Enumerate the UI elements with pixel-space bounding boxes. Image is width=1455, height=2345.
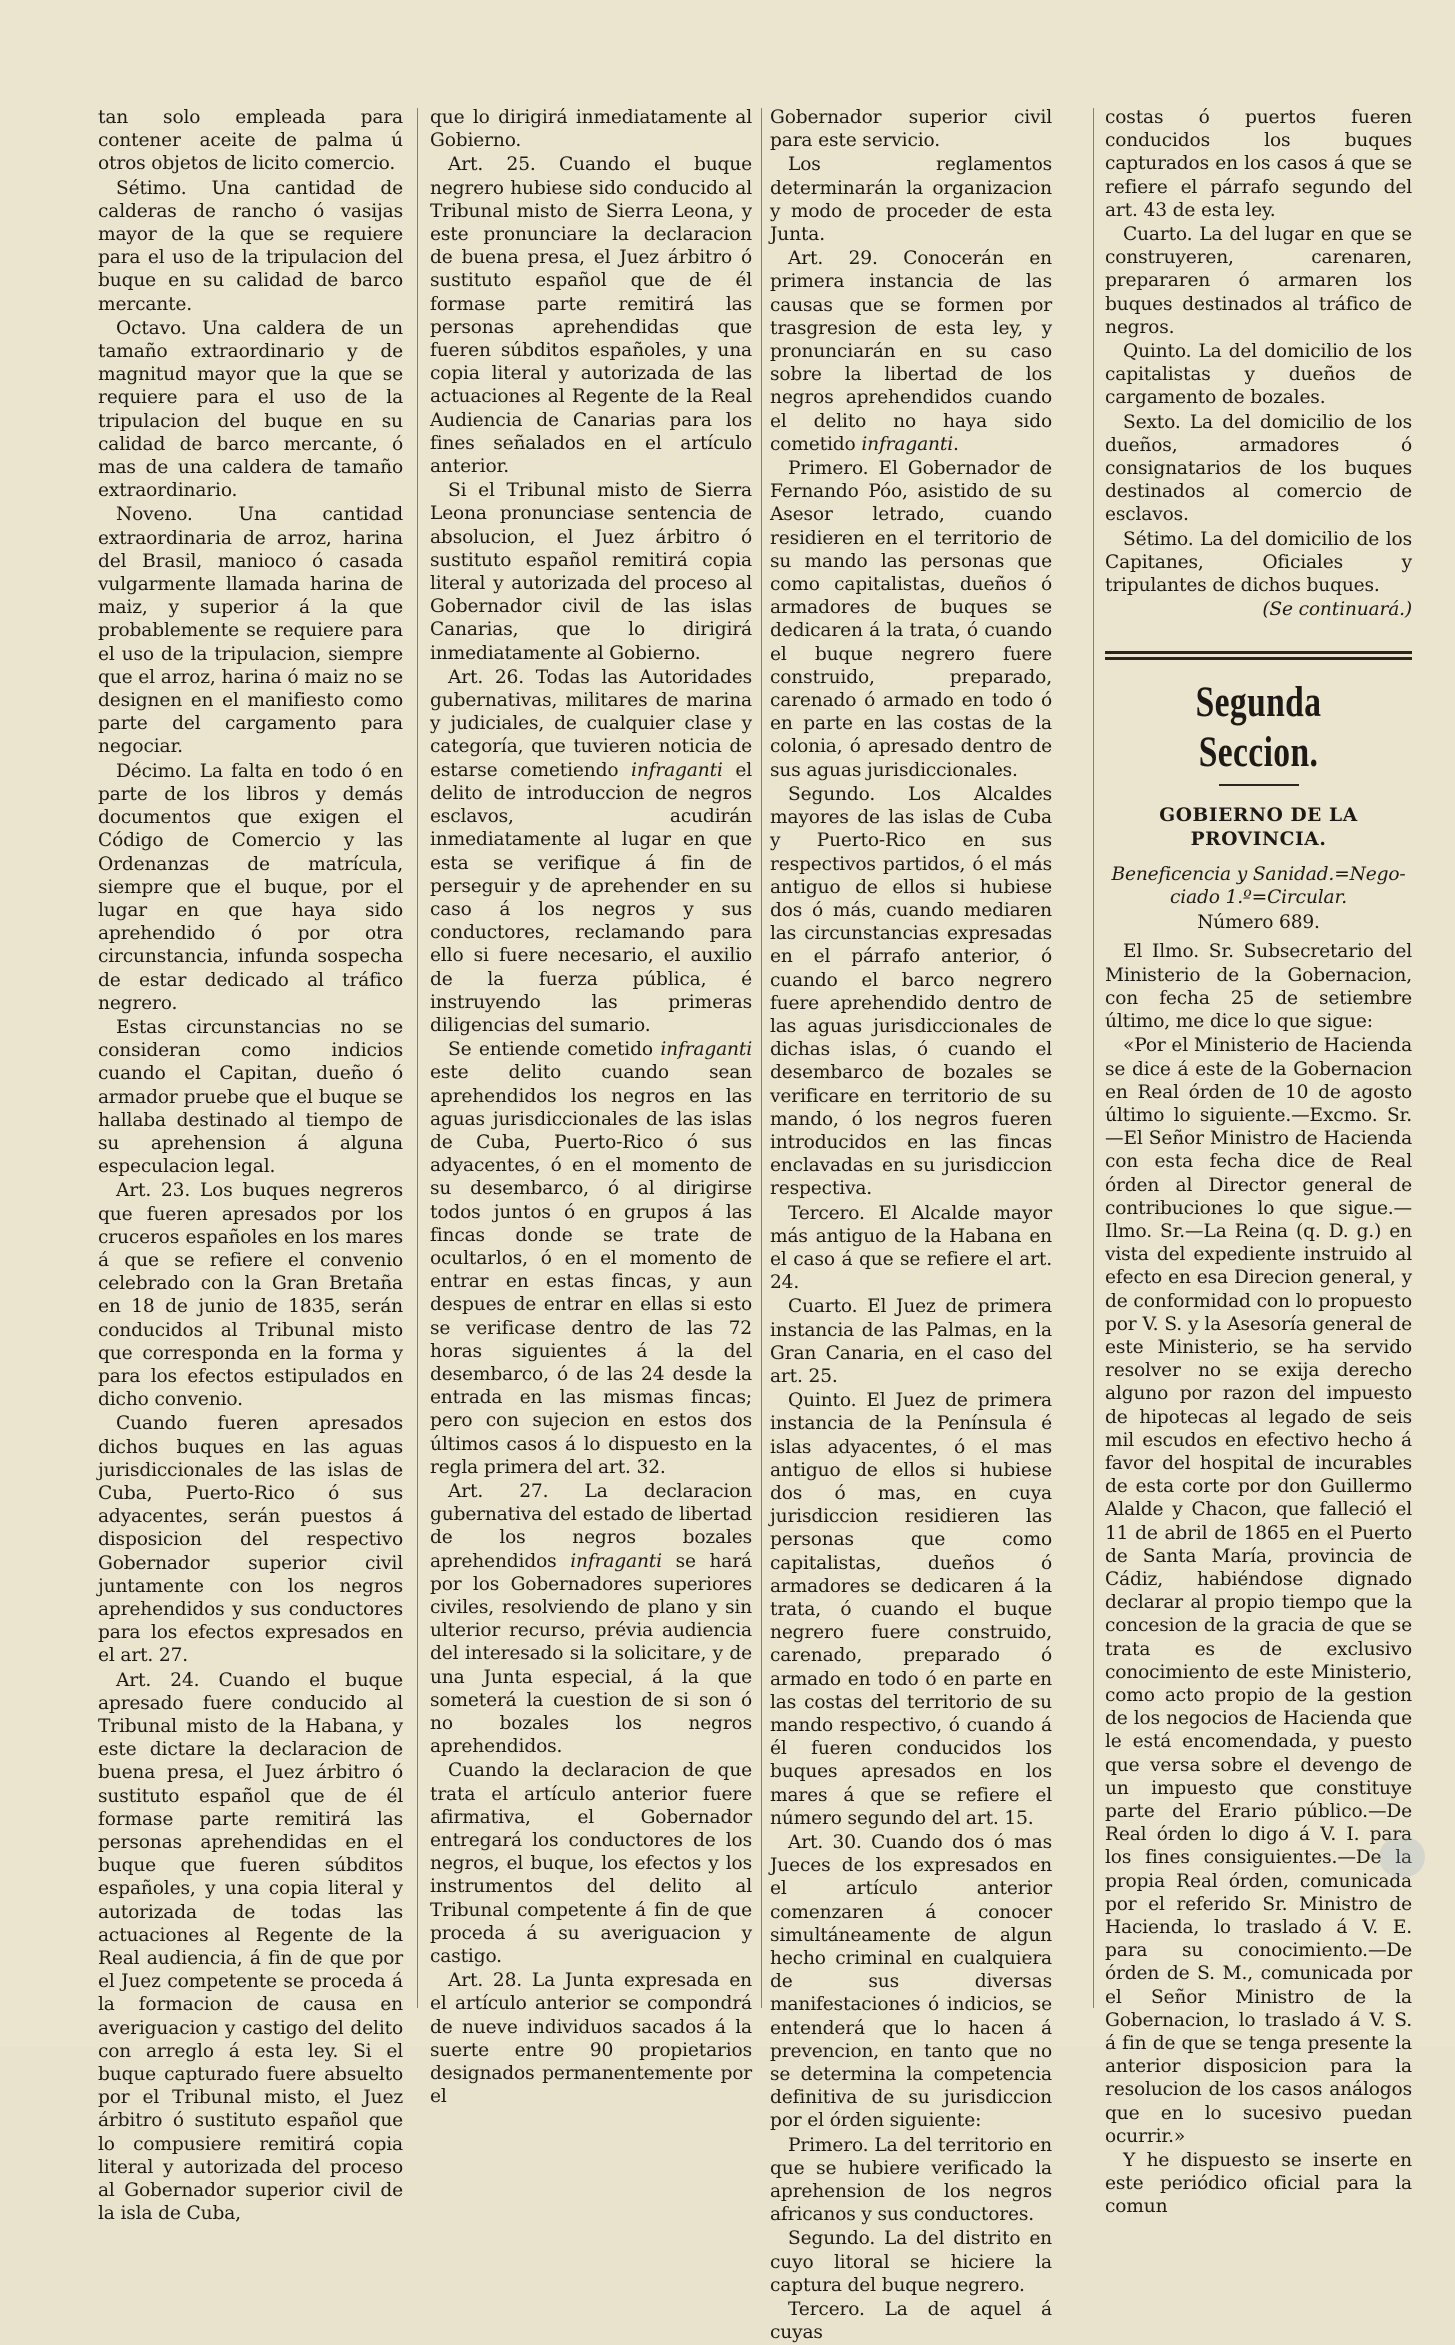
column-3: [770, 106, 1052, 2344]
paragraph: Estas circunstancias no se consideran como indicios cuando el Capitan, dueño ó armador pruebe que el buque se hallaba destinado al tiempo de su aprehension á alguna especulacion legal.: [98, 1016, 403, 1178]
paragraph: Sexto. La del domicilio de los dueños, armadores ó consignatarios de los buques destinados al comercio de esclavos.: [1105, 411, 1412, 526]
paragraph: Décimo. La falta en todo ó en parte de los libros y demás documentos que exigen el Código de Comercio y las Ordenanzas de matrícula, siempre que el buque, por el lugar en que haya sido aprehendido ó por otra circunstancia, infunda sospecha de estar dedicado al tráfico negrero.: [98, 760, 403, 1014]
paragraph: Art. 26. Todas las Autoridades gubernativas, militares de marina y judiciales, de cualquier clase y categoría, que tuvieren noticia de estarse cometiendo infraganti el delito de introduccion de negros esclavos, acudirán inmediatamente al lugar en que esta se verifique á fin de perseguir y de aprehender en su caso á los negros y sus conductores, reclamando para ello si fuere necesario, el auxilio de la fuerza pública, é instruyendo las primeras diligencias del sumario.: [430, 666, 752, 1036]
paragraph: Art. 25. Cuando el buque negrero hubiese sido conducido al Tribunal misto de Sierra Leona, y este pronunciare la declaracion de buena presa, el Juez árbitro ó sustituto español que de él formase parte remitirá las personas aprehendidas que fueren súbditos españoles, y una copia literal y autorizada de las actuaciones al Regente de la Real Audiencia de Canarias para los fines señalados en el artículo anterior.: [430, 154, 752, 478]
paragraph: Los reglamentos determinarán la organizacion y modo de proceder de esta Junta.: [770, 154, 1052, 246]
paragraph: Quinto. El Juez de primera instancia de la Península é islas adyacentes, ó el mas antiguo de ellos si hubiese dos ó mas, en cuya jurisdiccion residieren las personas que como capitalistas, dueños ó armadores se dedicaren á la trata, ó cuando el buque negrero fuere construido, carenado, preparado ó armado en todo ó en parte en las costas del territorio de su mando respectivo, ó cuando á él fueren conducidos los buques apresados en los mares á que se refiere el número segundo del art. 15.: [770, 1390, 1052, 1829]
paragraph: Art. 27. La declaracion gubernativa del estado de libertad de los negros bozales aprehendidos infraganti se hará por los Gobernadores superiores civiles, resolviendo de plano y sin ulterior recurso, prévia audiencia del interesado si la solicitare, y de una Junta especial, á la que someterá la cuestion de si son ó no bozales los negros aprehendidos.: [430, 1480, 752, 1758]
continued-note: (Se continuará.): [1262, 599, 1412, 621]
paragraph: Octavo. Una caldera de un tamaño extraordinario y de magnitud mayor que la que se requiere para el uso de la tripulacion del buque en su calidad de barco mercante, ó mas de una caldera de tamaño extraordinario.: [98, 317, 403, 502]
column-1: [98, 106, 403, 2225]
paragraph: Se entiende cometido infraganti este delito cuando sean aprehendidos los negros en las aguas jurisdiccionales de las islas de Cuba, Puerto-Rico ó sus adyacentes, ó en el momento de su desembarco, ó al dirigirse todos juntos ó en grupos á las fincas donde se trate de ocultarlos, ó en el momento de entrar en estas fincas, y aun despues de entrar en ellas si esto se verificase dentro de las 72 horas siguientes á la del desembarco, ó de las 24 desde la entrada en las mismas fincas; pero con sujecion en estos dos últimos casos á lo dispuesto en la regla primera del art. 32.: [430, 1039, 752, 1478]
paragraph: Art. 30. Cuando dos ó mas Jueces de los expresados en el artículo anterior comenzaren á conocer simultáneamente de algun hecho criminal en cualquiera de sus diversas manifestaciones ó indicios, se entenderá que lo hacen á prevencion, en tanto que no se determina la competencia definitiva de su jurisdiccion por el órden siguiente:: [770, 1832, 1052, 2132]
divider: [1219, 784, 1299, 786]
paragraph: «Por el Ministerio de Hacienda se dice á este de la Gobernacion en Real órden de 10 de agosto último lo siguiente.—Excmo. Sr.—El Señor Ministro de Hacienda con esta fecha dice de Real órden al Director general de contribuciones lo que sigue.—Ilmo. Sr.—La Reina (q. D. g.) en vista del expediente instruido al efecto en esa Direcion general, y de conformidad con lo propuesto por V. S. y la Asesoría general de este Ministerio, se ha servido resolver no se exija derecho alguno por razon del impuesto de hipotecas al legado de seis mil escudos en efectivo hecho á favor del hospital de incurables de esta corte por don Guillermo Alalde y Chacon, que falleció el 11 de abril de 1865 en el Puerto de Santa María, provincia de Cádiz, habiéndose dignado declarar al propio tiempo que la concesion de la gracia de que se trata es de exclusivo conocimiento de este Ministerio, como acto propio de la gestion de los negocios de Hacienda que le está encomendada, y puesto que versa sobre el devengo de un impuesto que constituye parte del Erario público.—De Real órden lo digo á V. I. para los fines consiguientes.—De la propia Real órden, comunicada por el referido Sr. Ministro de Hacienda, lo traslado á V. E. para su conocimiento.—De órden de S. M., comunicada por el Señor Ministro de la Gobernacion, lo traslado á V. S. á fin de que se tenga presente la anterior disposicion para la resolucion de los casos análogos que en lo sucesivo puedan ocurrir.»: [1105, 1035, 1412, 2147]
paragraph: El Ilmo. Sr. Subsecretario del Ministerio de la Gobernacion, con fecha 25 de setiembre último, me dice lo que sigue:: [1105, 941, 1412, 1033]
column-rule: [1093, 108, 1094, 2008]
column-rule: [417, 108, 418, 2008]
paragraph: Y he dispuesto se inserte en este periódico oficial para la comun: [1105, 2150, 1412, 2218]
paragraph: Cuando la declaracion de que trata el artículo anterior fuere afirmativa, el Gobernador entregará los conductores de los negros, el buque, los efectos y los instrumentos del delito al Tribunal competente á fin de que proceda á su averiguacion y castigo.: [430, 1760, 752, 1968]
paragraph: Art. 29. Conocerán en primera instancia de las causas que se formen por trasgresion de esta ley, y pronunciarán en su caso sobre la libertad de los negros aprehendidos cuando el delito no haya sido cometido infraganti.: [770, 248, 1052, 455]
paragraph: Si el Tribunal misto de Sierra Leona pronunciase sentencia de absolucion, el Juez árbitro ó sustituto español remitirá copia literal y autorizada del proceso al Gobernador civil de las islas Canarias, que lo dirigirá inmediatamente al Gobierno.: [430, 480, 752, 664]
section-title: Segunda Seccion.: [1195, 679, 1322, 777]
paragraph: Art. 28. La Junta expresada en el artículo anterior se compondrá de nueve individuos sacados á la suerte entre 90 propietarios designados permanentemente por el: [430, 1970, 752, 2108]
column-rule: [761, 108, 762, 2008]
paragraph: Gobernador superior civil para este servicio.: [770, 107, 1052, 152]
paragraph: Cuarto. El Juez de primera instancia de las Palmas, en la Gran Canaria, en el caso del art. 25.: [770, 1296, 1052, 1387]
paragraph: Tercero. La de aquel á cuyas: [770, 2299, 1052, 2344]
notice-number: Número 689.: [1197, 912, 1320, 934]
library-stamp-mark: [1379, 1837, 1425, 1877]
column-2: [430, 106, 752, 2108]
negociado-line: ciado 1.º=Circular.: [1170, 887, 1347, 909]
paragraph: Primero. El Gobernador de Fernando Póo, asistido de su Asesor letrado, cuando residieren en el territorio de su mando las personas que como capitalistas, dueños ó armadores de buques se dedicaren á la trata, ó cuando el buque negrero fuere construido, preparado, carenado ó armado en todo ó en parte en las costas de la colonia, ó apresado dentro de sus aguas jurisdiccionales.: [770, 458, 1052, 781]
paragraph: Art. 24. Cuando el buque apresado fuere conducido al Tribunal misto de la Habana, y este dictare la declaracion de buena presa, el Juez árbitro ó sustituto español que de él formase parte remitirá las personas aprehendidas en el buque que fueren súbditos españoles, y una copia literal y autorizada de todas las actuaciones al Regente de la Real audiencia, á fin de que por el Juez competente se proceda á la formacion de causa en averiguacion y castigo del delito con arreglo á esta ley. Si el buque capturado fuere absuelto por el Tribunal misto, el Juez árbitro ó sustituto español que lo compusiere remitirá copia literal y autorizada del proceso al Gobernador superior civil de la isla de Cuba,: [98, 1669, 403, 2225]
paragraph: que lo dirigirá inmediatamente al Gobierno.: [430, 107, 752, 152]
negociado-line: Beneficencia y Sanidad.=Nego-: [1111, 863, 1406, 885]
paragraph: Primero. La del territorio en que se hubiere verificado la aprehension de los negros africanos y sus conductores.: [770, 2134, 1052, 2226]
paragraph: Sétimo. La del domicilio de los Capitanes, Oficiales y tripulantes de dichos buques.: [1105, 528, 1412, 597]
paragraph: Tercero. El Alcalde mayor más antiguo de la Habana en el caso á que se refiere el art. 24.: [770, 1202, 1052, 1294]
paragraph: Cuarto. La del lugar en que se construyeren, carenaren, prepararen ó armaren los buques destinados al tráfico de negros.: [1105, 224, 1412, 338]
column-4: [1105, 106, 1412, 2218]
paragraph: Segundo. Los Alcaldes mayores de las islas de Cuba y Puerto-Rico en sus respectivos partidos, ó el más antiguo de ellos si hubiese dos ó más, cuando mediaren las circunstancias expresadas en el párrafo anterior, ó cuando el barco negrero fuere aprehendido dentro de las aguas jurisdiccionales de dichas islas, ó cuando el desembarco de bozales se verificare en territorio de su mando, ó los negros fueren introducidos en las fincas enclavadas en su jurisdiccion respectiva.: [770, 783, 1052, 1200]
paragraph: Noveno. Una cantidad extraordinaria de arroz, harina del Brasil, manioco ó casada vulgarmente llamada harina de maiz, y superior á la que probablemente se requiere para el uso de la tripulacion, siempre que el arroz, harina ó maiz no se designen en el manifiesto como parte del cargamento para negociar.: [98, 504, 403, 758]
paragraph: Sétimo. Una cantidad de calderas de rancho ó vasijas mayor de la que se requiere para el uso de la tripulacion del buque en su calidad de barco mercante.: [98, 177, 403, 315]
paragraph: costas ó puertos fueren conducidos los buques capturados en los casos á que se refiere el párrafo segundo del art. 43 de esta ley.: [1105, 107, 1412, 221]
section-subheading: GOBIERNO DE LA PROVINCIA.: [1159, 805, 1358, 850]
section-separator: [1105, 651, 1412, 660]
paragraph: Art. 23. Los buques negreros que fueren apresados por los cruceros españoles en los mares á que se refiere el convenio celebrado con la Gran Bretaña en 18 de junio de 1835, serán conducidos al Tribunal misto que corresponda en la forma y para los efectos estipulados en dicho convenio.: [98, 1180, 403, 1411]
paragraph: Segundo. La del distrito en cuyo litoral se hiciere la captura del buque negrero.: [770, 2228, 1052, 2296]
paragraph: Quinto. La del domicilio de los capitalistas y dueños de cargamento de bozales.: [1105, 341, 1412, 409]
paragraph: tan solo empleada para contener aceite de palma ú otros objetos de licito comercio.: [98, 107, 403, 175]
paragraph: Cuando fueren apresados dichos buques en las aguas jurisdiccionales de las islas de Cuba, Puerto-Rico ó sus adyacentes, serán puestos á disposicion del respectivo Gobernador superior civil juntamente con los negros aprehendidos y sus conductores para los efectos expresados en el art. 27.: [98, 1413, 403, 1667]
